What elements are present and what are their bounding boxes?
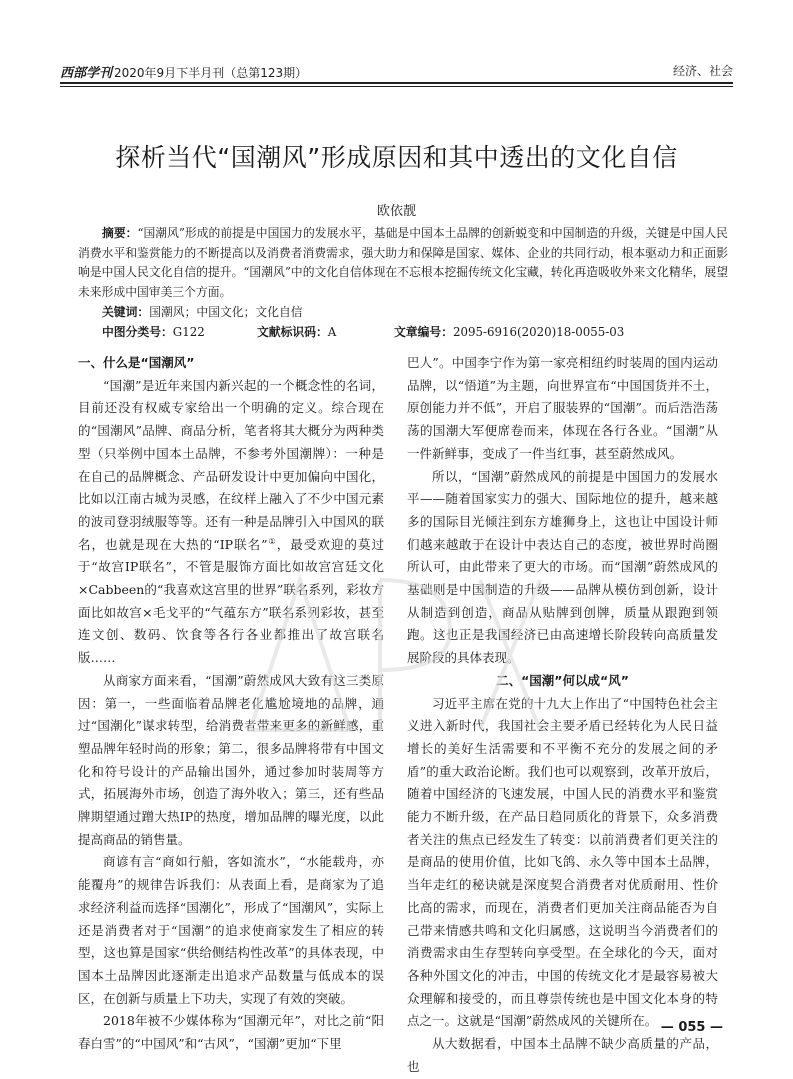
abstract-text: “国潮风”形成的前提是中国国力的发展水平，基础是中国本土品牌的创新蜕变和中国制造的升级，关键是中国人民消费水平和鉴赏能力的不断提高以及消费者消费需求，强大助力和保障是国家、媒体、企业的共同行动，根本驱动力和正面影响是中国人民文化自信的提升。“国潮风”中的文化自信体现在不忘根本挖掘传统文化宝藏，转化再造吸收外来文化精华，展望未来形成中国审美三个方面。 <box>78 226 728 299</box>
paragraph: 习近平主席在党的十九大上作出了“中国特色社会主义进入新时代，我国社会主要矛盾已经转化为人民日益增长的美好生活需要和不平衡不充分的发展之间的矛盾”的重大政治论断。我们也可以观察到，改革开放后，随着中国经济的飞速发展，中国人民的消费水平和鉴赏能力不断升级，在产品日趋同质化的背景下，众多消费者关注的焦点已经发生了转变：以前消费者们更关注的是商品的使用价值，比如飞鸽、永久等中国本土品牌，当年走红的秘诀就是深度契合消费者对优质耐用、性价比高的需求，而现在，消费者们更加关注商品能否为自己带来情感共鸣和文化归属感，这说明当今消费者们的消费需求由生存型转向享受型。在全球化的今天，面对各种外国文化的冲击，中国的传统文化才是最容易被大众理解和接受的，而且尊崇传统也是中国文化本身的特点之一。这就是“国潮”蔚然成风的关键所在。 <box>407 695 718 1029</box>
section-heading-2: 二、“国潮”何以成“风” <box>496 672 629 688</box>
paragraph: “国潮”是近年来国内新兴起的一个概念性的名词，目前还没有权威专家给出一个明确的定义。综合现在的“国潮风”品牌、商品分析，笔者将其大概分为两种类型（只举例中国本土品牌，不参考外国潮牌）：一种是在自己的品牌概念、产品研发设计中更加偏向中国化，比如以江南古城为灵感，在纹样上融入了不少中国元素的波司登羽绒服等等。还有一种是品牌引入中国风的联名，也就是现在大热的“IP联名”①，最受欢迎的莫过于“故宫IP联名”，不管是服饰方面比如故宫宫廷文化×Cabbeen的“我喜欢这宫里的世界”联名系列，彩妆方面比如故宫×毛戈平的“气蕴东方”联名系列彩妆，甚至连文创、数码、饮食等各行各业都推出了故宫联名版…… <box>78 377 384 666</box>
paragraph: 巴人”。中国李宁作为第一家亮相纽约时装周的国内运动品牌，以“悟道”为主题，向世界宣布“中国国货并不土，原创能力并不低”，开启了服装界的“国潮”。而后浩浩荡荡的国潮大军便席卷而来，体现在各行各业。“国潮”从一件新鲜事，变成了一件当红事，甚至蔚然成风。 <box>407 355 718 461</box>
paragraph: 从大数据看，中国本土品牌不缺少高质量的产品，也 <box>407 1036 718 1074</box>
abstract <box>78 224 728 302</box>
paragraph: 2018年被不少媒体称为“国潮元年”，对比之前“阳春白雪”的“中国风”和“古风”，“国潮”更加“下里 <box>78 1013 384 1052</box>
paragraph: 从商家方面来看，“国潮”蔚然成风大致有这三类原因：第一，一些面临着品牌老化尴尬境地的品牌，通过“国潮化”谋求转型，给消费者带来更多的新鲜感，重塑品牌年轻时尚的形象；第二，很多品牌将带有中国文化和符号设计的产品输出国外，通过参加时装周等方式，拓展海外市场，创造了海外收入；第三，还有些品牌期望通过蹭大热IP的热度，增加品牌的曝光度，以此提高商品的销售量。 <box>78 672 384 847</box>
left-column <box>78 352 384 1056</box>
article-title: 探析当代“国潮风”形成原因和其中透出的文化自信 <box>115 143 678 172</box>
section-heading-1: 一、什么是“国潮风” <box>78 355 195 370</box>
paragraph: 所以，“国潮”蔚然成风的前提是中国国力的发展水平——随着国家实力的强大、国际地位的提升，越来越多的国际目光倾注到东方雄狮身上，这也让中国设计师们越来越敢于在设计中表达自己的态度，被世界时尚圈所认可，由此带来了更大的市场。而“国潮”蔚然成风的基础则是中国制造的升级——品牌从模仿到创新，设计从制造到创造，商品从贴牌到创牌，质量从跟跑到领跑。这也正是我国经济已由高速增长阶段转向高质量发展阶段的具体表现。 <box>407 468 718 666</box>
author-name: 欧依靓 <box>376 204 416 219</box>
issue-info: 2020年9月下半月刊（总第123期） <box>114 66 308 80</box>
page-number: — 055 — <box>660 1020 723 1035</box>
clc-number: 中图分类号：G122 <box>102 325 205 339</box>
abstract-label: 摘要： <box>102 226 138 240</box>
header-journal-issue <box>60 62 307 81</box>
header-rule-thick <box>60 82 733 84</box>
section-label: 经济、社会 <box>672 64 733 78</box>
keywords-label: 关键词： <box>102 305 150 319</box>
footnote-marker: ① <box>267 536 277 546</box>
paragraph: 商谚有言“商如行船，客如流水”，“水能载舟，亦能覆舟”的规律告诉我们：从表面上看，是商家为了追求经济利益而选择“国潮化”，形成了“国潮风”，实际上还是消费者对于“国潮”的追求使商家发生了相应的转型，这也算是国家“供给侧结构性改革”的具体表现，中国本土品牌因此逐渐走出追求产品数量与低成本的误区，在创新与质量上下功夫，实现了有效的突破。 <box>78 854 384 1006</box>
keywords-text: 国潮风；中国文化；文化自信 <box>149 305 303 319</box>
right-column <box>407 352 718 1079</box>
header-rule-thin <box>60 86 733 87</box>
document-code: 文献标识码：A <box>257 325 337 339</box>
journal-logo: 西部学刊 <box>60 66 113 81</box>
running-header <box>60 56 733 84</box>
article-number: 文章编号：2095-6916(2020)18-0055-03 <box>394 325 625 339</box>
keywords <box>102 303 303 320</box>
classification-info <box>102 323 728 343</box>
